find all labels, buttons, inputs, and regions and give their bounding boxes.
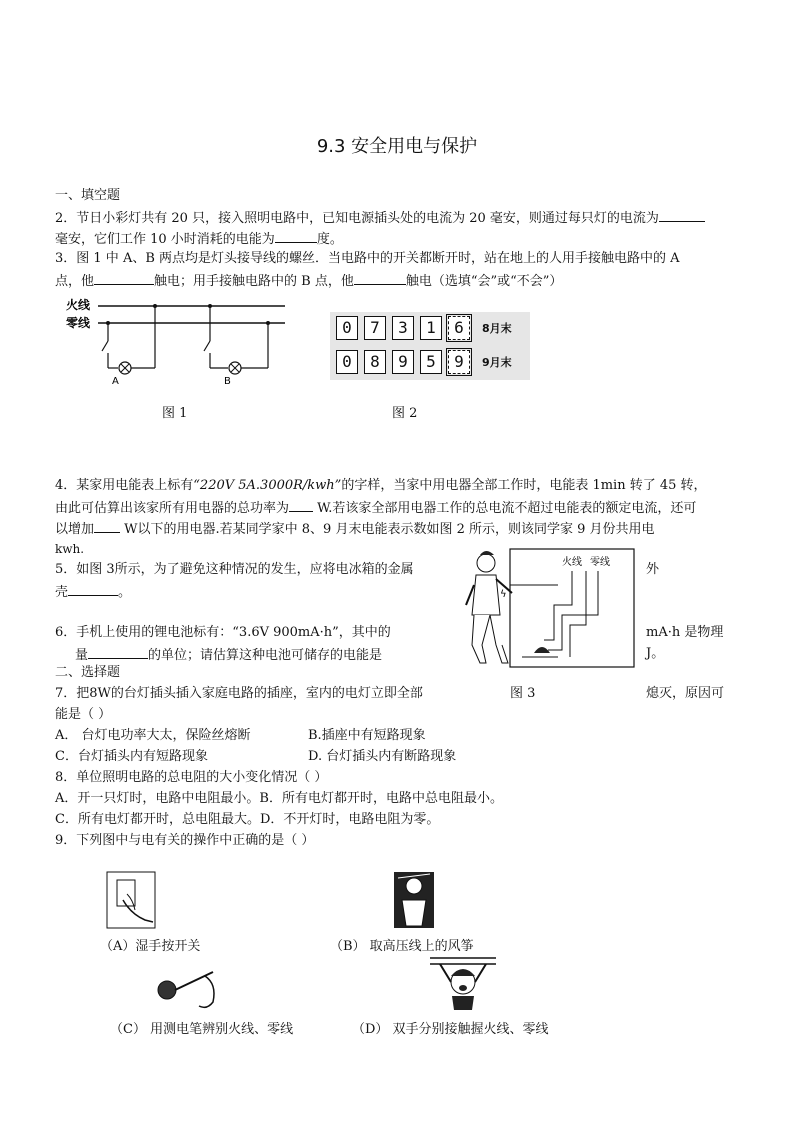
question-7-option-b[interactable]: B.插座中有短路现象 [308, 728, 426, 743]
meter-digit-decimal: 9 [448, 350, 470, 374]
neutral-wire-label: 零线 [66, 316, 91, 330]
question-4-text-a: 4．某家用电能表上标有 [55, 478, 194, 493]
question-7-option-a[interactable]: A． 台灯电功率大太，保险丝熔断 [55, 728, 251, 743]
answer-blank[interactable] [659, 209, 705, 222]
question-5-text: 壳 [55, 585, 69, 600]
question-4-text-b: 的字样，当家中用电器全部工作时，电能表 1min 转了 45 转， [341, 478, 707, 493]
question-5-line-1-end: 外 [646, 562, 660, 577]
section-heading-fill: 一、填空题 [55, 188, 121, 203]
figure-3-caption: 图 3 [510, 686, 536, 701]
question-4-line-2 [55, 499, 696, 517]
question-7-line-2: 能是（ ） [55, 707, 112, 722]
meter-digit: 5 [420, 350, 442, 374]
meter-digit-decimal: 6 [448, 316, 470, 340]
meter-row-september [336, 350, 470, 374]
answer-blank[interactable] [68, 583, 118, 596]
question-2-line-2 [55, 230, 343, 248]
question-3-line-1: 3．图 1 中 A、B 两点均是灯头接导线的螺丝．当电路中的开关都断开时，站在地上的人用手接触电路中的 A [55, 251, 680, 266]
option-d-caption: （D） 双手分别接触握火线、零线 [352, 1022, 549, 1037]
svg-text:ϟ: ϟ [500, 589, 507, 600]
test-pen-icon [175, 972, 213, 990]
person-icon [477, 554, 495, 572]
meter-digit: 7 [364, 316, 386, 340]
question-4-line-3 [55, 520, 655, 538]
option-c-picture[interactable] [155, 962, 235, 1014]
question-4-text-f: W以下的用电器.若某同学家中 8、9 月末电能表示数如图 2 所示，则该同学家 9 月份共用电 [124, 522, 655, 537]
option-a-caption: （A）湿手按开关 [100, 939, 201, 954]
meter-label-september: 9月末 [482, 356, 512, 369]
question-4-text-e: 以增加 [55, 522, 95, 537]
answer-blank[interactable] [94, 272, 154, 285]
question-2-line-1 [55, 209, 705, 227]
figure-2-meter [330, 312, 530, 380]
question-6-text-a: 量 [75, 648, 89, 663]
option-d-picture[interactable] [428, 952, 498, 1012]
meter-digit: 0 [336, 350, 358, 374]
option-a-picture[interactable] [105, 870, 157, 930]
fig3-live-label: 火线 [562, 557, 582, 568]
meter-digit: 3 [392, 316, 414, 340]
option-b-caption: （B） 取高压线上的风筝 [330, 939, 474, 954]
question-6-line-2-end: J。 [646, 646, 665, 661]
question-7-line-1-end: 熄灭，原因可 [646, 686, 725, 701]
answer-blank[interactable] [275, 230, 317, 243]
option-b-picture[interactable] [392, 870, 436, 930]
person-icon [406, 878, 422, 894]
question-9-stem: 9．下列图中与电有关的操作中正确的是（ ） [55, 833, 315, 848]
figure-1-caption: 图 1 [162, 406, 188, 421]
option-c-caption: （C） 用测电笔辨别火线、零线 [110, 1022, 294, 1037]
question-5-text-end: 。 [118, 585, 132, 600]
meter-digit: 8 [364, 350, 386, 374]
meter-digit: 0 [336, 316, 358, 340]
question-8-options-ab[interactable]: A．开一只灯时，电路中电阻最小。B．所有电灯都开时，电路中总电阻最小。 [55, 791, 503, 806]
answer-blank[interactable] [88, 646, 148, 659]
meter-row-august [336, 316, 470, 340]
question-3-text-c: 触电（选填“会”或“不会”） [405, 274, 563, 289]
figure-1-circuit [60, 296, 290, 391]
fig3-neutral-label: 零线 [590, 557, 610, 568]
question-7-line-1: 7．把8W的台灯插头插入家庭电路的插座，室内的电灯立即全部 [55, 686, 423, 701]
question-4-text-c: 由此可估算出该家所有用电器的总功率为 [55, 501, 290, 516]
point-b-label: B [224, 376, 231, 387]
question-6-text-b: 的单位；请估算这种电池可储存的电能是 [148, 648, 383, 663]
question-5-line-1: 5．如图 3所示，为了避免这种情况的发生，应将电冰箱的金属 [55, 562, 414, 577]
meter-digit: 9 [392, 350, 414, 374]
meter-digit: 1 [420, 316, 442, 340]
question-4-text-d: W.若该家全部用电器工作的总电流不超过电能表的额定电流，还可 [317, 501, 697, 516]
question-5-line-2 [55, 583, 131, 601]
question-7-option-c[interactable]: C．台灯插头内有短路现象 [55, 749, 208, 764]
question-3-line-2 [55, 272, 562, 290]
question-2-text-a: 2．节日小彩灯共有 20 只，接入照明电路中，已知电源插头处的电流为 20 毫安，则通过每只灯的电流为 [55, 211, 659, 226]
question-3-text-b: 触电；用手接触电路中的 B 点，他 [154, 274, 354, 289]
question-4-line-1 [55, 478, 707, 494]
hand-icon [199, 976, 214, 1007]
live-wire-label: 火线 [66, 298, 91, 312]
question-3-text-a: 点，他 [55, 274, 95, 289]
answer-blank[interactable] [94, 520, 120, 533]
answer-blank[interactable] [289, 499, 313, 512]
meter-spec: “220V 5A.3000R/kwh” [193, 478, 342, 493]
question-2-text-b: 毫安，它们工作 10 小时消耗的电能为 [55, 232, 275, 247]
page-title: 9.3 安全用电与保护 [316, 136, 478, 157]
question-6-line-1-end: mA·h 是物理 [646, 625, 724, 640]
question-8-options-cd[interactable]: C．所有电灯都开时，总电阻最大。D．不开灯时，电路电阻为零。 [55, 812, 440, 827]
question-6-line-1: 6．手机上使用的锂电池标有：“3.6V 900mA·h”，其中的 [55, 625, 391, 640]
answer-blank[interactable] [354, 272, 406, 285]
point-a-label: A [112, 376, 119, 387]
figure-3-fridge [462, 545, 642, 675]
socket-icon [158, 981, 176, 999]
switch-2 [204, 341, 210, 351]
switch-1 [102, 341, 108, 351]
section-heading-choice: 二、选择题 [55, 665, 121, 680]
question-2-text-c: 度。 [316, 232, 343, 247]
question-8-stem: 8．单位照明电路的总电阻的大小变化情况（ ） [55, 770, 328, 785]
figure-2-caption: 图 2 [392, 406, 418, 421]
meter-label-august: 8月末 [482, 322, 512, 335]
question-6-line-2 [75, 646, 382, 664]
question-4-line-4: kwh. [55, 542, 85, 556]
question-7-option-d[interactable]: D. 台灯插头内有断路现象 [308, 749, 457, 764]
